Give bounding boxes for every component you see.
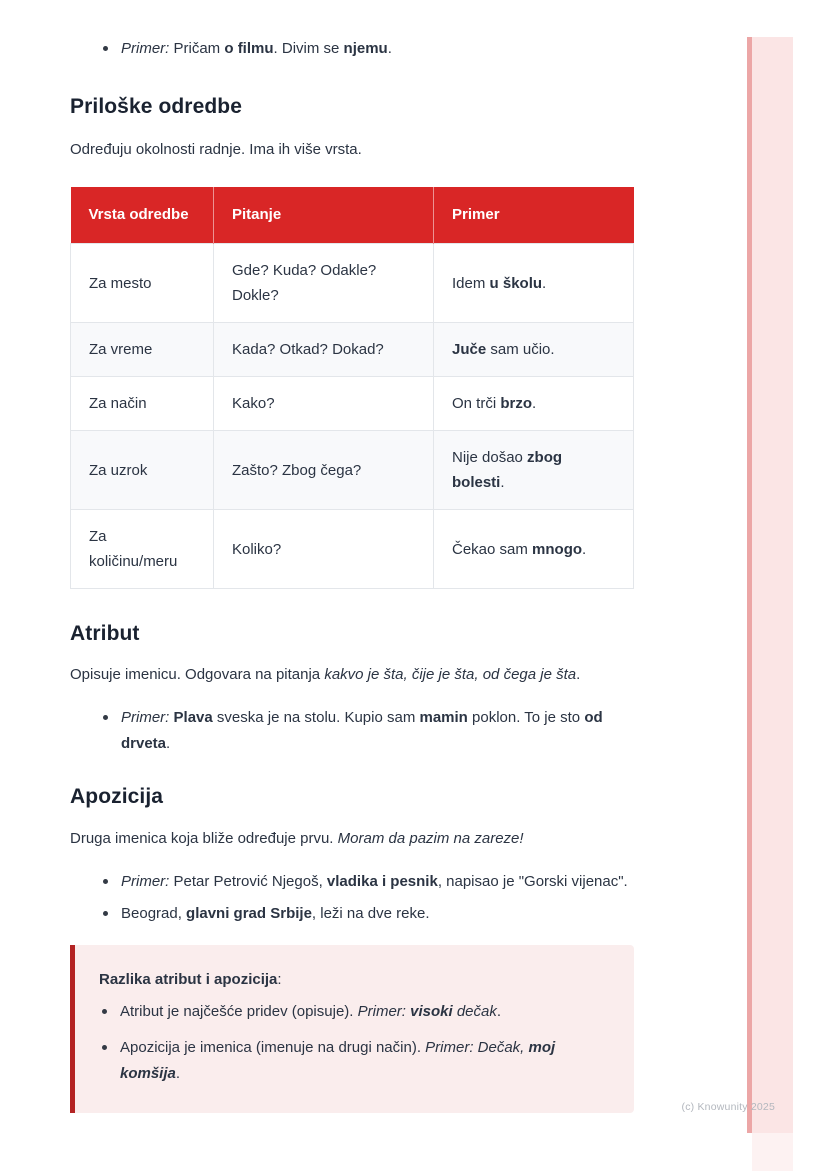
text-segment: njemu [343, 40, 388, 57]
text-segment: Druga imenica koja bliže određuje prvu. [70, 830, 338, 847]
copyright-footer: (c) Knowunity 2025 [681, 1101, 775, 1113]
text-segment: Nije došao [452, 449, 528, 466]
table-header-row [71, 187, 634, 244]
text-segment: Atribut je najčešće pridev (opisuje). [120, 1003, 358, 1020]
apozicija-bullet-list [70, 869, 634, 927]
list-item [70, 705, 634, 757]
text-segment: brzo [500, 395, 533, 412]
text-segment: Moram da pazim na zareze! [337, 830, 524, 847]
text-segment: Primer: [357, 1003, 406, 1020]
text-segment: dečak [452, 1003, 497, 1020]
cell-primer [434, 244, 634, 323]
text-segment: mnogo [532, 540, 583, 558]
page-edge-stripe-faint [752, 1133, 793, 1171]
section-title-atribut: Atribut [70, 622, 140, 645]
list-item [70, 869, 634, 895]
list-item [99, 999, 610, 1025]
text-segment: Primer: Dečak, [425, 1039, 529, 1056]
text-segment: kakvo je šta, čije je šta, od čega je šta [324, 666, 577, 683]
cell-vrsta-odredbe: Za uzrok [71, 431, 214, 510]
text-segment: . [542, 274, 547, 292]
text-segment: Određuju okolnosti radnje. Ima ih više vrsta. [70, 141, 362, 158]
document-content [70, 0, 634, 1113]
cell-vrsta-odredbe: Za vreme [71, 323, 214, 377]
text-segment: . [166, 735, 171, 752]
cell-primer [434, 323, 634, 377]
cell-pitanje: Kada? Otkad? Dokad? [214, 323, 434, 377]
atribut-bullet-list [70, 705, 634, 757]
text-segment: Primer: [121, 709, 170, 726]
text-segment: Čekao sam [452, 540, 533, 558]
text-segment: Primer: [121, 40, 170, 57]
text-segment: Plava [173, 709, 213, 726]
text-segment: sveska je na stolu. Kupio sam [212, 709, 420, 726]
cell-vrsta-odredbe: Za mesto [71, 244, 214, 323]
table-row [71, 510, 634, 589]
cell-pitanje: Zašto? Zbog čega? [214, 431, 434, 510]
col-header-vrsta-odredbe: Vrsta odredbe [71, 187, 214, 244]
section-title-apozicija: Apozicija [70, 785, 164, 808]
text-segment: glavni grad Srbije [186, 905, 312, 922]
table-row [71, 323, 634, 377]
text-segment: . [532, 395, 537, 412]
text-segment: Petar Petrović Njegoš, [169, 873, 327, 890]
text-segment: mamin [419, 709, 468, 726]
callout-title [99, 967, 610, 993]
text-segment: . [175, 1065, 181, 1082]
text-segment: Opisuje imenicu. Odgovara na pitanja [70, 666, 325, 683]
text-segment: vladika i pesnik [326, 873, 438, 890]
apozicija-description [70, 827, 634, 851]
text-segment: zbog bolesti [452, 449, 563, 491]
table-row [71, 244, 634, 323]
text-segment: Beograd, [121, 905, 187, 922]
text-segment: Pričam [169, 40, 225, 57]
cell-primer [434, 431, 634, 510]
cell-vrsta-odredbe: Za način [71, 377, 214, 431]
section-title-priloske-odredbe: Priloške odredbe [70, 95, 242, 118]
cell-vrsta-odredbe: Za količinu/meru [71, 510, 214, 589]
text-segment: , napisao je "Gorski vijenac". [437, 873, 628, 890]
text-segment: . [500, 474, 505, 491]
page-edge-stripe [747, 37, 793, 1133]
text-segment: sam učio. [486, 341, 555, 358]
text-segment: . Divim se [273, 40, 344, 57]
atribut-description [70, 663, 634, 687]
table-body [71, 244, 634, 589]
text-segment: od drveta [121, 709, 603, 752]
text-segment: Razlika atribut i apozicija [99, 971, 278, 988]
text-segment: Idem [452, 274, 490, 292]
text-segment: On trči [452, 395, 501, 412]
odredbe-table [70, 187, 634, 589]
priloske-description [70, 138, 634, 162]
text-segment: o filmu [224, 40, 274, 57]
text-segment: . [582, 540, 587, 558]
text-segment: poklon. To je sto [467, 709, 585, 726]
col-header-pitanje: Pitanje [214, 187, 434, 244]
text-segment: Apozicija je imenica (imenuje na drugi način). [120, 1039, 426, 1056]
text-segment: . [496, 1003, 502, 1020]
text-segment: moj komšija [120, 1039, 556, 1082]
cell-pitanje: Gde? Kuda? Odakle? Dokle? [214, 244, 434, 323]
table-row [71, 377, 634, 431]
text-segment: u školu [489, 274, 543, 292]
list-item [99, 1035, 610, 1087]
cell-primer [434, 377, 634, 431]
text-segment: , leži na dve reke. [311, 905, 430, 922]
text-segment: Primer: [121, 873, 170, 890]
intro-bullet-list [70, 36, 634, 62]
cell-pitanje: Kako? [214, 377, 434, 431]
list-item [70, 36, 634, 62]
list-item [70, 901, 634, 927]
text-segment: : [277, 971, 282, 988]
difference-callout [70, 945, 634, 1113]
col-header-primer: Primer [434, 187, 634, 244]
text-segment: Juče [452, 341, 487, 358]
text-segment: . [387, 40, 392, 57]
text-segment: . [576, 666, 581, 683]
cell-primer [434, 510, 634, 589]
cell-pitanje: Koliko? [214, 510, 434, 589]
text-segment: visoki [410, 1003, 453, 1020]
callout-bullet-list [99, 999, 610, 1087]
table-row [71, 431, 634, 510]
